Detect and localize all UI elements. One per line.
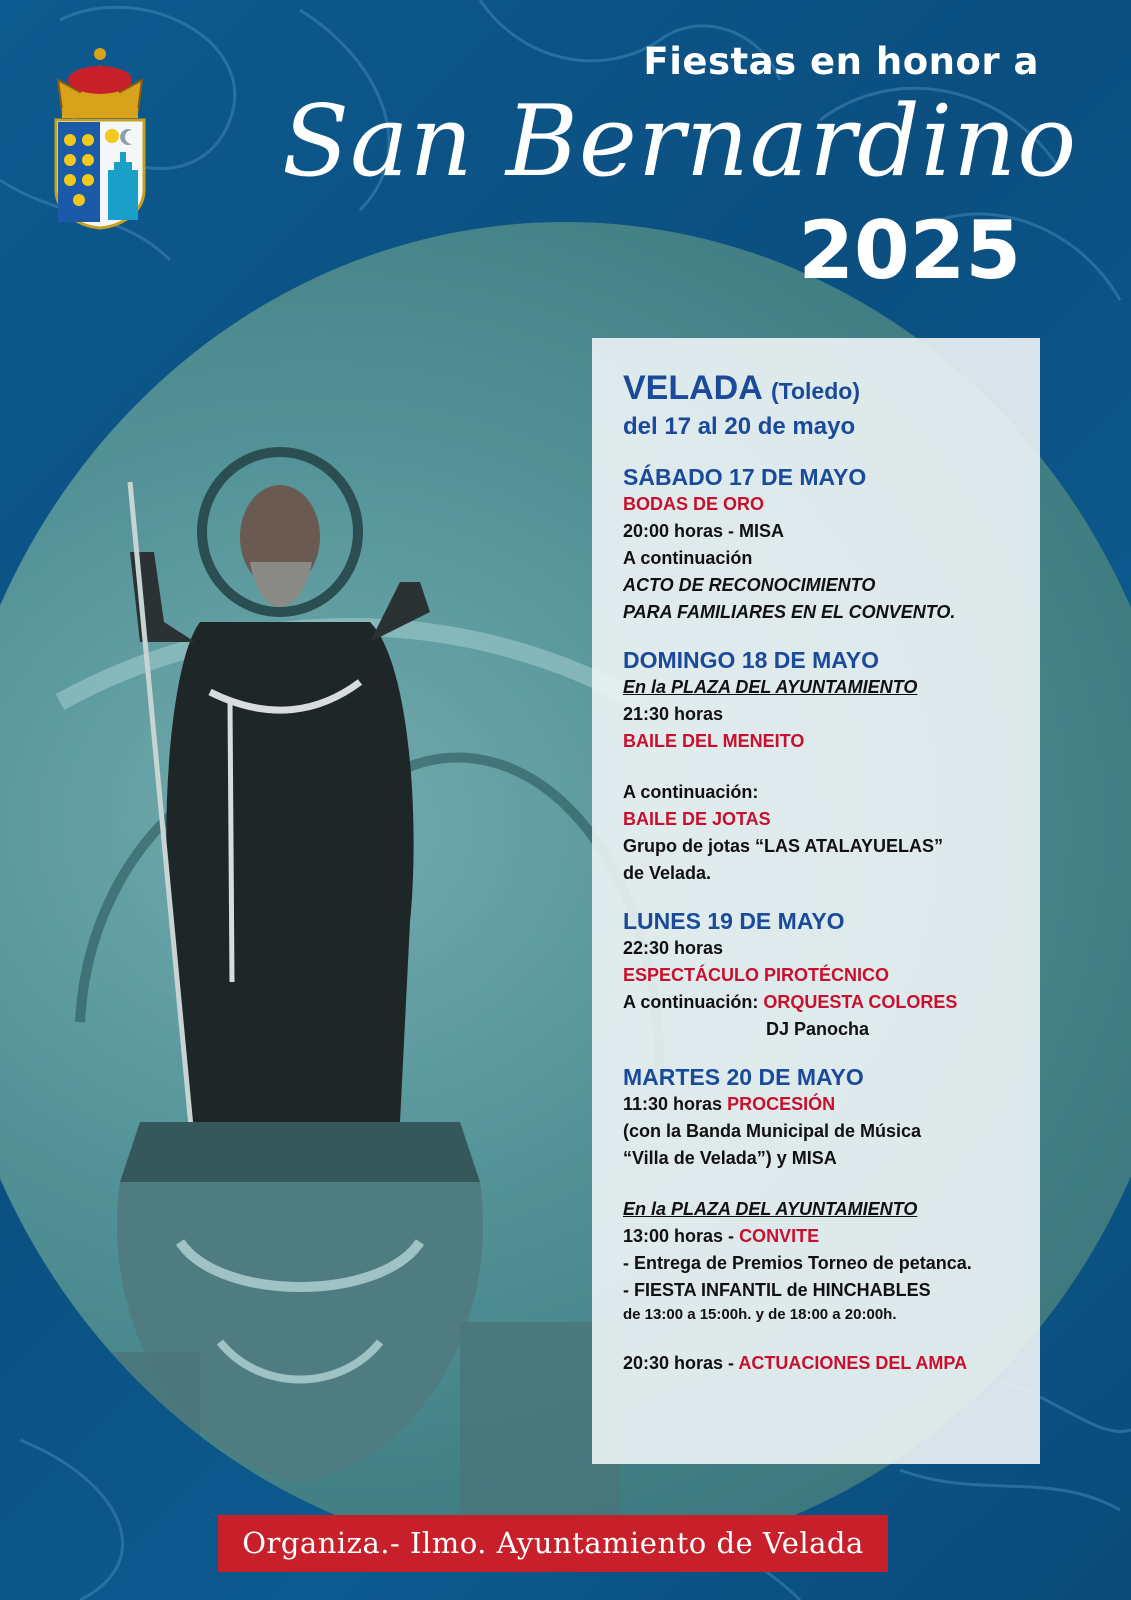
location-line: En la PLAZA DEL AYUNTAMIENTO	[623, 1199, 918, 1219]
town-heading: VELADA (Toledo)	[623, 369, 860, 407]
title-line-1: Fiestas en honor a	[643, 40, 1039, 83]
schedule-line: 22:30 horas	[623, 938, 724, 958]
event-baile-meneito: BAILE DEL MENEITO	[623, 731, 805, 751]
schedule-line: 20:30 horas - ACTUACIONES DEL AMPA	[623, 1353, 968, 1373]
schedule-line: 20:00 horas - MISA	[623, 521, 785, 541]
location-line: En la PLAZA DEL AYUNTAMIENTO	[623, 677, 918, 697]
event-baile-jotas: BAILE DE JOTAS	[623, 809, 771, 829]
event-ampa: ACTUACIONES DEL AMPA	[738, 1353, 968, 1373]
schedule-line: - FIESTA INFANTIL de HINCHABLES	[623, 1280, 931, 1300]
program-panel	[592, 338, 1040, 1464]
schedule-line: ACTO DE RECONOCIMIENTO	[623, 575, 876, 595]
event-procesion: PROCESIÓN	[727, 1094, 836, 1114]
coat-of-arms	[50, 40, 150, 230]
schedule-line: “Villa de Velada”) y MISA	[623, 1148, 837, 1168]
day-saturday: SÁBADO 17 DE MAYO	[623, 464, 867, 490]
event-pirotecnico: ESPECTÁCULO PIROTÉCNICO	[623, 965, 890, 985]
day-monday: LUNES 19 DE MAYO	[623, 908, 845, 934]
schedule-line: (con la Banda Municipal de Música	[623, 1121, 922, 1141]
organizer-banner: Organiza.- Ilmo. Ayuntamiento de Velada	[218, 1515, 888, 1572]
schedule-line: A continuación	[623, 548, 753, 568]
title-year: 2025	[798, 204, 1021, 297]
schedule-line: 11:30 horas PROCESIÓN	[623, 1094, 836, 1114]
day-tuesday: MARTES 20 DE MAYO	[623, 1064, 864, 1090]
schedule-line: de Velada.	[623, 863, 712, 883]
schedule-line: PARA FAMILIARES EN EL CONVENTO.	[623, 602, 956, 622]
schedule-line: 13:00 horas - CONVITE	[623, 1226, 820, 1246]
schedule-line: A continuación:	[623, 782, 759, 802]
schedule-line: Grupo de jotas “LAS ATALAYUELAS”	[623, 836, 944, 856]
event-bodas-de-oro: BODAS DE ORO	[623, 494, 765, 514]
event-convite: CONVITE	[739, 1226, 820, 1246]
schedule-line: de 13:00 a 15:00h. y de 18:00 a 20:00h.	[623, 1306, 897, 1323]
schedule-line: - Entrega de Premios Torneo de petanca.	[623, 1253, 972, 1273]
date-range: del 17 al 20 de mayo	[623, 413, 856, 440]
title-san-bernardino: San Bernardino	[282, 85, 1078, 199]
schedule-line: DJ Panocha	[766, 1019, 870, 1039]
schedule-line: 21:30 horas	[623, 704, 724, 724]
schedule-line: A continuación: ORQUESTA COLORES	[623, 992, 958, 1012]
day-sunday: DOMINGO 18 DE MAYO	[623, 647, 880, 673]
event-orquesta: ORQUESTA COLORES	[763, 992, 958, 1012]
